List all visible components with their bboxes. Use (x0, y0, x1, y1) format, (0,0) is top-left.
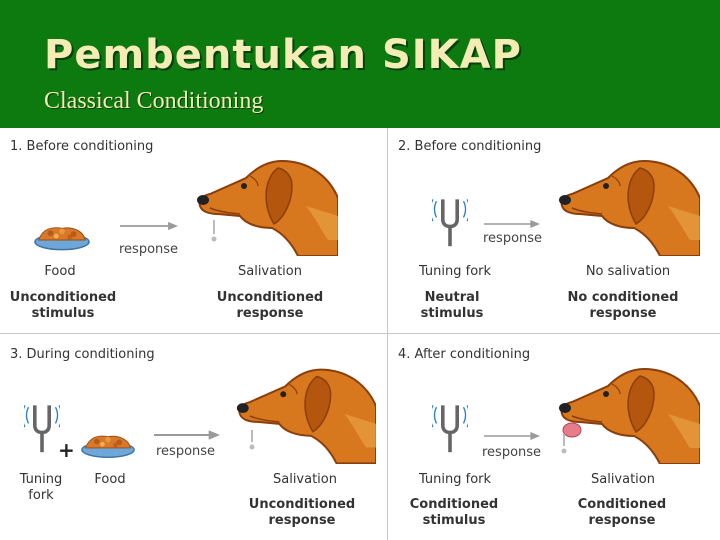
arrow-icon (120, 220, 178, 232)
panel-title: 4. After conditioning (398, 347, 531, 362)
arrow-icon (484, 218, 540, 230)
tuning-fork-icon (432, 398, 468, 456)
response-term: Conditioned response (577, 497, 667, 528)
arrow-label: response (483, 231, 543, 246)
arrow-label: response (156, 444, 216, 459)
panel-before-conditioning-fork (388, 128, 720, 333)
response-caption: Salivation (590, 472, 655, 487)
stimulus-term: Neutral stimulus (420, 290, 484, 321)
response-caption: No salivation (585, 264, 671, 279)
food-caption: Food (94, 472, 126, 487)
response-term: Unconditioned response (248, 497, 356, 528)
conditioning-diagram (0, 128, 720, 540)
response-term: No conditioned response (567, 290, 679, 321)
stimulus-caption: Food (44, 264, 76, 279)
tongue-drool-icon (558, 420, 582, 456)
stimulus-caption: Tuning fork (418, 472, 492, 487)
panel-during-conditioning (0, 334, 387, 540)
food-bowl-icon (33, 224, 91, 254)
panel-title: 1. Before conditioning (10, 139, 154, 154)
tuning-fork-icon (432, 192, 468, 250)
arrow-icon (484, 430, 540, 442)
response-caption: Salivation (272, 472, 337, 487)
response-caption: Salivation (237, 264, 302, 279)
arrow-icon (154, 429, 220, 441)
food-bowl-icon (80, 432, 136, 462)
title-banner (0, 0, 720, 128)
slide-subtitle: Classical Conditioning (44, 88, 264, 114)
arrow-label: response (119, 242, 179, 257)
drool-drops-icon (248, 430, 256, 452)
tuning-fork-icon (24, 398, 60, 456)
response-term: Unconditioned response (216, 290, 324, 321)
panel-title: 2. Before conditioning (398, 139, 542, 154)
arrow-label: response (482, 445, 542, 460)
slide-title: Pembentukan SIKAP (44, 32, 522, 78)
panel-before-conditioning-food (0, 128, 387, 333)
stimulus-term: Conditioned stimulus (409, 497, 499, 528)
plus-icon: + (58, 438, 75, 462)
panel-after-conditioning (388, 334, 720, 540)
stimulus-caption: Tuning fork (19, 472, 63, 503)
drool-drops-icon (210, 220, 218, 244)
stimulus-term: Unconditioned stimulus (9, 290, 117, 321)
dog-head-icon (550, 156, 700, 256)
panel-title: 3. During conditioning (10, 347, 155, 362)
stimulus-caption: Tuning fork (418, 264, 492, 279)
